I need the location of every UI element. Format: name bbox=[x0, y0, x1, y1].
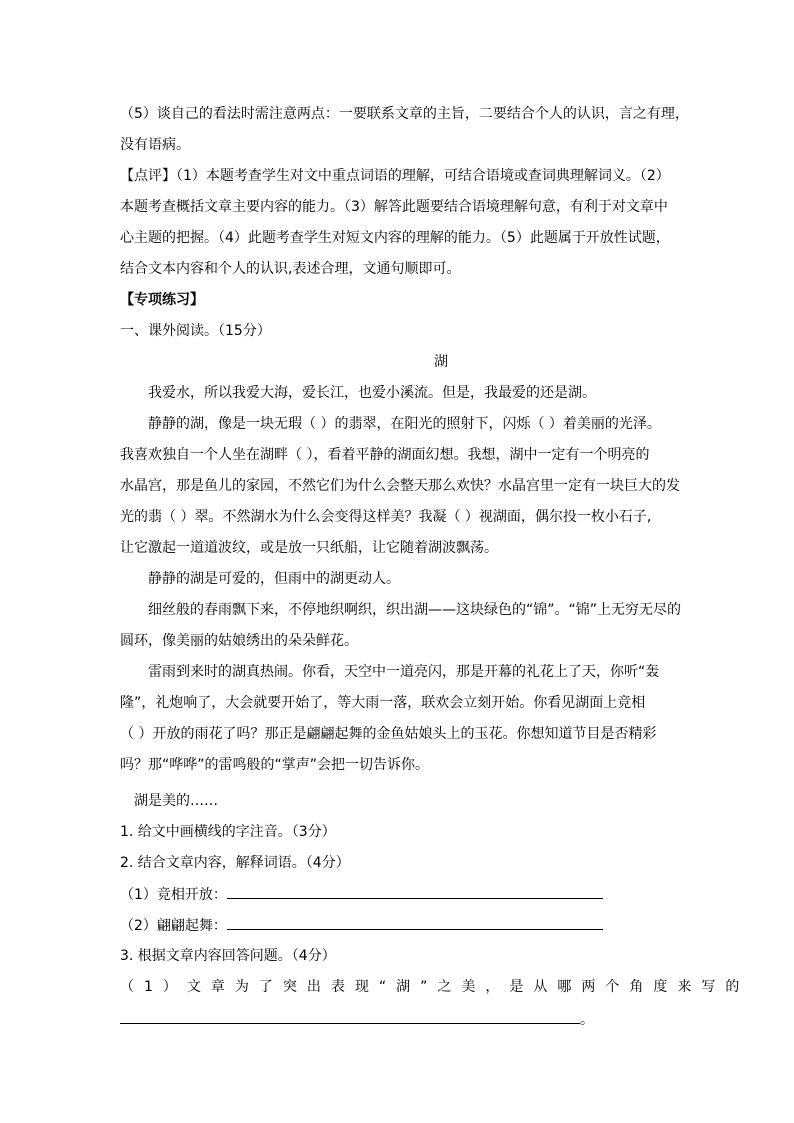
paragraph-2-line-1: 静静的湖，像是一块无瑕（ ）的翡翠，在阳光的照射下，闪烁（ ）着美丽的光泽。 bbox=[148, 416, 661, 432]
paragraph-5-line-4: 吗？那“哗哗”的雷鸣般的“掌声”会把一切告诉你。 bbox=[120, 757, 430, 773]
paragraph-5-line-3: （ ）开放的雨花了吗？那正是翩翩起舞的金鱼姑娘头上的玉花。你想知道节目是否精彩 bbox=[120, 726, 657, 742]
answer-blank-q3-1[interactable] bbox=[120, 1009, 580, 1024]
section-heading: 一、课外阅读。（15分） bbox=[120, 323, 271, 339]
paragraph-5-line-1: 雷雨到来时的湖真热闹。你看，天空中一道亮闪，那是开幕的礼花上了天，你听“轰 bbox=[148, 664, 660, 680]
paragraph-2-line-4: 光的翡（ ）翠。不然湖水为什么会变得这样美？我凝（ ）视湖面，偶尔投一枚小石子, bbox=[120, 509, 652, 525]
paragraph-2-line-5: 让它激起一道道波纹，或是放一只纸船，让它随着湖波飘荡。 bbox=[120, 540, 498, 556]
question-2-item-1-label: （1）竞相开放： bbox=[120, 887, 227, 903]
question-3: 3. 根据文章内容回答问题。（4分） bbox=[120, 948, 336, 964]
paragraph-2-line-2: 我喜欢独自一个人坐在湖畔（ ），看着平静的湖面幻想。我想，湖中一定有一个明亮的 bbox=[120, 447, 650, 463]
comment-line-4: 结合文本内容和个人的认识,表述合理，文通句顺即可。 bbox=[120, 261, 461, 277]
question-2-item-2 bbox=[120, 915, 684, 936]
comment-line-2: 本题考查概括文章主要内容的能力。（3）解答此题要结合语境理解句意，有利于对文章中 bbox=[120, 199, 668, 215]
question-2: 2. 结合文章内容，解释词语。（4分） bbox=[120, 855, 350, 871]
passage-closing: 湖是美的…… bbox=[134, 793, 218, 809]
comment-line-1: 【点评】（1）本题考查学生对文中重点词语的理解，可结合语境或查词典理解词义。（2） bbox=[120, 168, 670, 184]
answer-blank-q2-2[interactable] bbox=[227, 915, 603, 930]
paragraph-1: 我爱水，所以我爱大海，爱长江，也爱小溪流。但是，我最爱的还是湖。 bbox=[148, 385, 596, 401]
analysis-point-5-line-2: 没有语病。 bbox=[120, 137, 190, 153]
question-3-item-1-end: 。 bbox=[580, 1012, 594, 1028]
question-1: 1. 给文中画横线的字注音。（3分） bbox=[120, 824, 336, 840]
paragraph-2-line-3: 水晶宫，那是鱼儿的家园，不然它们为什么会整天那么欢快？水晶宫里一定有一块巨大的发 bbox=[120, 478, 680, 494]
paragraph-4-line-2: 圆环，像美丽的姑娘绣出的朵朵鲜花。 bbox=[120, 633, 358, 649]
paragraph-5-line-2: 隆”，礼炮响了，大会就要开始了，等大雨一落，联欢会立刻开始。你看见湖面上竞相 bbox=[120, 695, 646, 711]
question-2-item-1 bbox=[120, 884, 684, 905]
practice-heading: 【专项练习】 bbox=[120, 292, 204, 308]
question-2-item-2-label: （2）翩翩起舞： bbox=[120, 918, 227, 934]
question-3-item-1: （1）文章为了突出表现“湖”之美，是从哪两个角度来写的 bbox=[120, 979, 750, 995]
paragraph-4-line-1: 细丝般的春雨飘下来，不停地织啊织，织出湖——这块绿色的“锦”。“锦”上无穷无尽的 bbox=[148, 602, 682, 618]
answer-blank-q2-1[interactable] bbox=[227, 884, 603, 899]
analysis-point-5-line-1: （5）谈自己的看法时需注意两点：一要联系文章的主旨，二要结合个人的认识，言之有理， bbox=[120, 106, 689, 122]
comment-line-3: 心主题的把握。（4）此题考查学生对短文内容的理解的能力。（5）此题属于开放性试题， bbox=[120, 230, 670, 246]
paragraph-3: 静静的湖是可爱的，但雨中的湖更动人。 bbox=[148, 571, 400, 587]
passage-title: 湖 bbox=[434, 354, 448, 370]
question-3-item-1-answer-row bbox=[120, 1009, 684, 1030]
